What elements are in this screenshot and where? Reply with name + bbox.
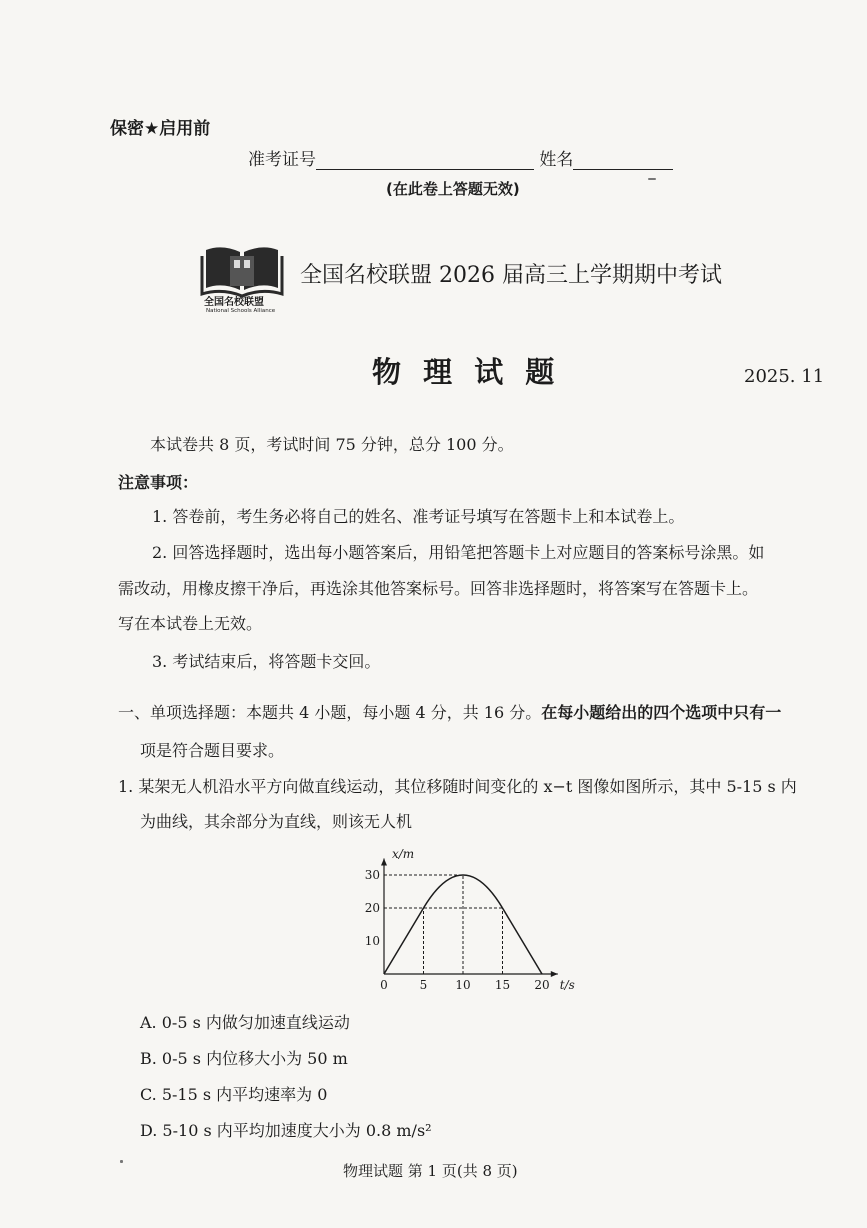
name-label: 姓名 <box>539 150 574 170</box>
y-tick-label: 20 <box>364 901 380 915</box>
logo-cn-text: 全国名校联盟 <box>204 297 264 308</box>
xt-graph-layer <box>365 847 575 992</box>
notice-item-2-line-2: 需改动，用橡皮擦干净后，再选涂其他答案标号。回答非选择题时，将答案写在答题卡上。 <box>118 579 759 598</box>
exam-title: 全国名校联盟 2026 届高三上学期期中考试 <box>300 263 722 288</box>
line-segment-rising <box>384 908 424 974</box>
notice-item-2-line-1: 2. 回答选择题时，选出每小题答案后，用铅笔把答题卡上对应题目的答案标号涂黑。如 <box>152 543 765 562</box>
ticket-number-blank[interactable] <box>316 152 534 170</box>
subject-title: 物 理 试 题 <box>372 355 561 389</box>
scan-speck <box>648 178 656 180</box>
x-tick-label: 0 <box>380 978 388 992</box>
y-axis-label: x/m <box>392 847 415 861</box>
x-axis-arrow <box>551 971 558 977</box>
section-1-heading-normal: 一、单项选择题：本题共 4 小题，每小题 4 分，共 16 分。 <box>118 703 542 722</box>
confidential-label: 保密★启用前 <box>110 119 211 139</box>
logo-en-text: National Schools Alliance <box>206 308 276 314</box>
option-d[interactable]: D. 5-10 s 内平均加速度大小为 0.8 m/s² <box>140 1121 432 1140</box>
notice-item-2-line-3: 写在本试卷上无效。 <box>118 614 263 633</box>
scan-speck <box>120 1160 123 1163</box>
notice-item-1: 1. 答卷前，考生务必将自己的姓名、准考证号填写在答题卡上和本试卷上。 <box>152 507 685 526</box>
exam-date: 2025. 11 <box>744 366 825 387</box>
section-1-heading-bold: 在每小题给出的四个选项中只有一 <box>541 703 782 722</box>
question-1-line-2: 为曲线，其余部分为直线，则该无人机 <box>140 812 413 831</box>
notice-item-3: 3. 考试结束后，将答题卡交回。 <box>152 652 381 671</box>
no-answer-note: (在此卷上答题无效) <box>386 180 520 198</box>
x-axis-label: t/s <box>559 978 575 992</box>
x-tick-label: 20 <box>534 978 550 992</box>
name-blank[interactable] <box>573 152 673 170</box>
intro-text: 本试卷共 8 页，考试时间 75 分钟，总分 100 分。 <box>150 435 514 454</box>
notice-heading: 注意事项： <box>118 473 199 492</box>
y-axis-arrow <box>381 859 387 866</box>
page-footer: 物理试题 第 1 页(共 8 页) <box>343 1162 518 1180</box>
candidate-info-row <box>248 145 673 170</box>
y-tick-label: 30 <box>364 868 380 882</box>
ticket-number-label: 准考证号 <box>248 150 316 170</box>
line-segment-falling <box>503 908 543 974</box>
y-tick-label: 10 <box>364 934 380 948</box>
option-b[interactable]: B. 0-5 s 内位移大小为 50 m <box>140 1049 348 1068</box>
section-1-heading <box>118 700 781 723</box>
x-tick-label: 5 <box>419 978 428 992</box>
x-tick-label: 10 <box>455 978 471 992</box>
section-1-heading-line-2: 项是符合题目要求。 <box>140 741 285 760</box>
option-a[interactable]: A. 0-5 s 内做匀加速直线运动 <box>140 1013 350 1032</box>
question-1-line-1: 1. 某架无人机沿水平方向做直线运动，其位移随时间变化的 x−t 图像如图所示，其中 5-15 s 内 <box>118 777 797 796</box>
option-c[interactable]: C. 5-15 s 内平均速率为 0 <box>140 1085 328 1104</box>
x-tick-label: 15 <box>494 978 511 992</box>
xt-graph <box>350 840 590 1000</box>
